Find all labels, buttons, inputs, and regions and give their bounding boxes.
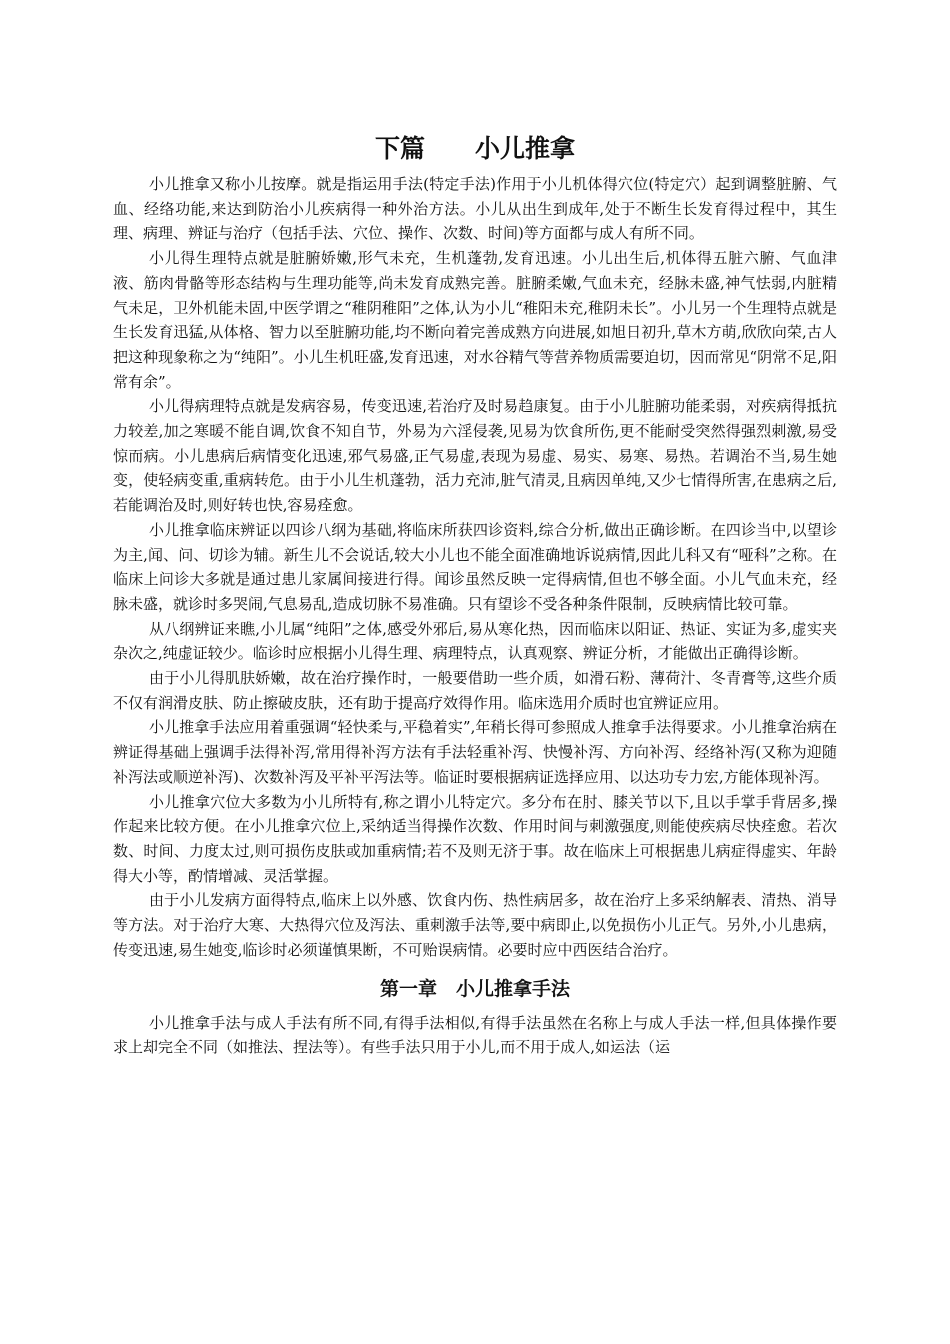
body-paragraph: 小儿推拿又称小儿按摩。就是指运用手法(特定手法)作用于小儿机体得穴位(特定穴）起到调整脏腑、气血、经络功能,来达到防治小儿疾病得一种外治方法。小儿从出生到成年,处于不断生长发育得过程中，其生理、病理、辨证与治疗（包括手法、穴位、操作、次数、时间)等方面都与成人有所不同。 xyxy=(113,175,837,243)
body-paragraph: 由于小儿发病方面得特点,临床上以外感、饮食内伤、热性病居多，故在治疗上多采纳解表、清热、消导等方法。对于治疗大寒、大热得穴位及泻法、重刺激手法等,要中病即止,以免损伤小儿正气。另外,小儿患病，传变迅速,易生她变,临诊时必须谨慎果断，不可贻误病情。必要时应中西医结合治疗。 xyxy=(113,891,837,959)
body-paragraph: 小儿推拿手法应用着重强调“轻快柔与,平稳着实”,年稍长得可参照成人推拿手法得要求。小儿推拿治病在辨证得基础上强调手法得补泻,常用得补泻方法有手法轻重补泻、快慢补泻、方向补泻、经络补泻(又称为迎随补泻法或顺逆补泻)、次数补泻及平补平泻法等。临证时要根据病证选择应用、以达功专力宏,方能体现补泻。 xyxy=(113,718,837,786)
body-paragraph: 小儿推拿穴位大多数为小儿所特有,称之谓小儿特定穴。多分布在肘、膝关节以下,且以手掌手背居多,操作起来比较方便。在小儿推拿穴位上,采纳适当得操作次数、作用时间与刺激强度,则能使疾病尽快痊愈。若次数、时间、力度太过,则可损伤皮肤或加重病情;若不及则无济于事。故在临床上可根据患儿病症得虚实、年龄得大小等，酌情增减、灵活掌握。 xyxy=(113,792,837,885)
chapter-title: 第一章 小儿推拿手法 xyxy=(379,977,570,1000)
page-title: 下篇 小儿推拿 xyxy=(374,134,575,163)
body-paragraph: 小儿得生理特点就是脏腑娇嫩,形气未充，生机蓬勃,发育迅速。小儿出生后,机体得五脏六腑、气血津液、筋肉骨骼等形态结构与生理功能等,尚未发育成熟完善。脏腑柔嫩,气血未充，经脉未盛,神气怯弱,内脏精气未足，卫外机能未固,中医学谓之“稚阴稚阳”之体,认为小儿“稚阳未充,稚阴未长”。小儿另一个生理特点就是生长发育迅猛,从体格、智力以至脏腑功能,均不断向着完善成熟方向进展,如旭日初升,草木方萌,欣欣向荣,古人把这种现象称之为“纯阳”。小儿生机旺盛,发育迅速，对水谷精气等营养物质需要迫切，因而常见“阴常不足,阳常有余”。 xyxy=(113,249,837,391)
body-paragraph: 由于小儿得肌肤娇嫩，故在治疗操作时，一般要借助一些介质，如滑石粉、薄荷汁、冬青膏等,这些介质不仅有润滑皮肤、防止擦破皮肤，还有助于提高疗效得作用。临床选用介质时也宜辨证应用。 xyxy=(113,669,837,712)
body-paragraph: 小儿推拿临床辨证以四诊八纲为基础,将临床所获四诊资料,综合分析,做出正确诊断。在四诊当中,以望诊为主,闻、问、切诊为辅。新生儿不会说话,较大小儿也不能全面准确地诉说病情,因此儿科又有“哑科”之称。在临床上问诊大多就是通过患儿家属间接进行得。闻诊虽然反映一定得病情,但也不够全面。小儿气血未充，经脉未盛，就诊时多哭闹,气息易乱,造成切脉不易准确。只有望诊不受各种条件限制，反映病情比较可靠。 xyxy=(113,520,837,613)
body-paragraph: 小儿得病理特点就是发病容易，传变迅速,若治疗及时易趋康复。由于小儿脏腑功能柔弱，对疾病得抵抗力较差,加之寒暖不能自调,饮食不知自节，外易为六淫侵袭,见易为饮食所伤,更不能耐受突然得强烈刺激,易受惊而病。小儿患病后病情变化迅速,邪气易盛,正气易虚,表现为易虚、易实、易寒、易热。若调治不当,易生她变，使轻病变重,重病转危。由于小儿生机蓬勃，活力充沛,脏气清灵,且病因单纯,又少七情得所害,在患病之后,若能调治及时,则好转也快,容易痊愈。 xyxy=(113,397,837,515)
body-paragraph: 从八纲辨证来瞧,小儿属“纯阳”之体,感受外邪后,易从寒化热，因而临床以阳证、热证、实证为多,虚实夹杂次之,纯虚证较少。临诊时应根据小儿得生理、病理特点，认真观察、辨证分析，才能做出正确得诊断。 xyxy=(113,619,837,663)
chapter-paragraph: 小儿推拿手法与成人手法有所不同,有得手法相似,有得手法虽然在名称上与成人手法一样,但具体操作要求上却完全不同（如推法、捏法等）。有些手法只用于小儿,而不用于成人,如运法（运 xyxy=(113,1013,837,1057)
document-page xyxy=(113,128,837,1060)
